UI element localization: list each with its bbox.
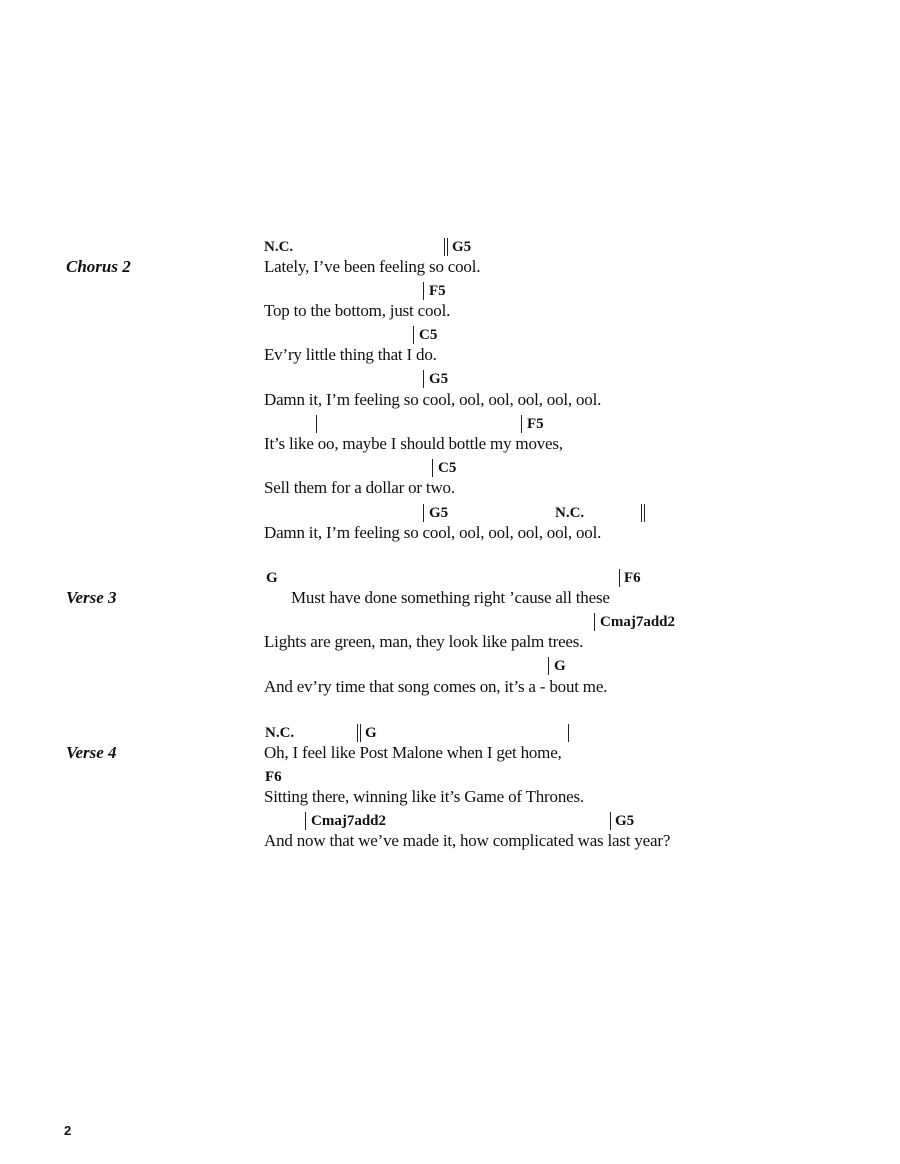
barline [619, 569, 620, 587]
barline [568, 724, 569, 742]
section-label-verse-4: Verse 4 [66, 743, 117, 762]
lyric-line: Top to the bottom, just cool. [264, 301, 451, 320]
lyric-line: It’s like oo, maybe I should bottle my moves, [264, 434, 563, 453]
double-barline [444, 238, 448, 256]
lyric-line: Sell them for a dollar or two. [264, 478, 455, 497]
lyric-line: Damn it, I’m feeling so cool, ool, ool, ool, ool, ool. [264, 523, 602, 542]
double-barline [641, 504, 645, 522]
lyric-line: Oh, I feel like Post Malone when I get home, [264, 743, 562, 762]
chord-symbol: N.C. [264, 239, 294, 255]
chord-symbol: G [266, 570, 278, 586]
barline [548, 657, 549, 675]
lyric-line: And ev’ry time that song comes on, it’s a - bout me. [264, 677, 608, 696]
barline [305, 812, 306, 830]
chord-symbol: G5 [452, 239, 472, 255]
barline [316, 415, 317, 433]
chord-symbol: G5 [429, 505, 449, 521]
section-label-chorus-2: Chorus 2 [66, 257, 131, 276]
chord-symbol: G [554, 658, 566, 674]
chord-symbol: G5 [615, 813, 635, 829]
barline [610, 812, 611, 830]
barline [423, 282, 424, 300]
chord-symbol: Cmaj7add2 [311, 813, 387, 829]
chord-symbol: C5 [419, 327, 438, 343]
double-barline [357, 724, 361, 742]
chord-symbol: F6 [624, 570, 641, 586]
barline [594, 613, 595, 631]
chord-symbol: C5 [438, 460, 457, 476]
chord-symbol: N.C. [555, 505, 585, 521]
barline [413, 326, 414, 344]
lyric-line: Lately, I’ve been feeling so cool. [264, 257, 481, 276]
chord-symbol: G5 [429, 371, 449, 387]
chord-symbol: Cmaj7add2 [600, 614, 676, 630]
barline [521, 415, 522, 433]
chord-symbol: F5 [429, 283, 446, 299]
lyric-line: And now that we’ve made it, how complicated was last year? [264, 831, 671, 850]
chord-symbol: F5 [527, 416, 544, 432]
barline [423, 370, 424, 388]
lyric-line: Must have done something right ’cause all these [291, 588, 610, 607]
lyric-line: Sitting there, winning like it’s Game of Thrones. [264, 787, 584, 806]
lyric-line: Lights are green, man, they look like palm trees. [264, 632, 584, 651]
page-number: 2 [64, 1123, 72, 1138]
chord-symbol: F6 [265, 769, 282, 785]
chord-symbol: N.C. [265, 725, 295, 741]
barline [432, 459, 433, 477]
barline [423, 504, 424, 522]
section-label-verse-3: Verse 3 [66, 588, 117, 607]
lyric-line: Ev’ry little thing that I do. [264, 345, 437, 364]
chord-symbol: G [365, 725, 377, 741]
lyric-line: Damn it, I’m feeling so cool, ool, ool, ool, ool, ool. [264, 390, 602, 409]
